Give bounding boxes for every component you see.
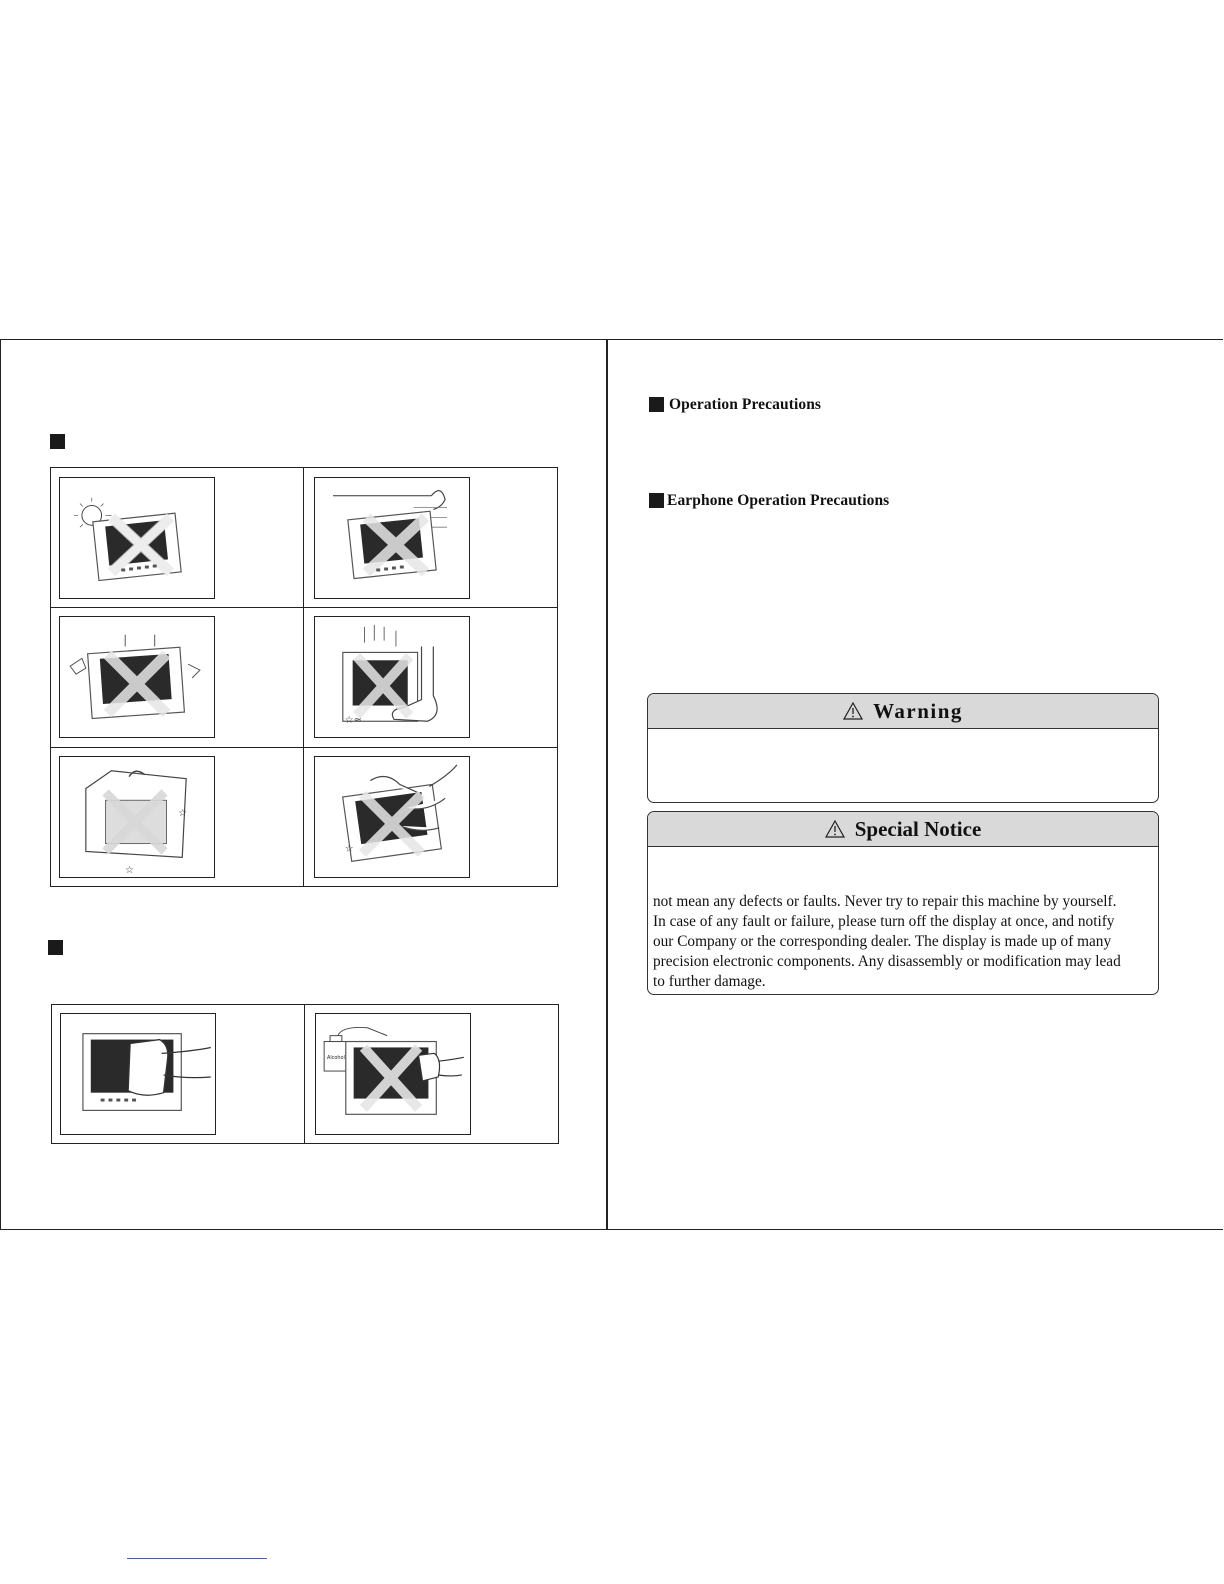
case-icon	[59, 756, 215, 878]
section-marker-2	[48, 940, 63, 955]
special-notice-header	[648, 812, 1158, 847]
svg-text:☆: ☆	[125, 865, 135, 877]
section-marker-1	[50, 434, 65, 449]
notice-line: not mean any defects or faults. Never try to repair this machine by yourself.	[653, 893, 1117, 910]
notice-line: precision electronic components. Any disassembly or modification may lead	[653, 953, 1121, 970]
notice-line: to further damage.	[653, 973, 766, 990]
section-marker-earphone	[649, 493, 664, 508]
grid-hline	[51, 607, 557, 608]
svg-text:☆: ☆	[344, 843, 354, 855]
special-notice-body	[653, 892, 1157, 992]
operation-precautions-heading: Operation Precautions	[669, 396, 822, 413]
alcohol-bottle-icon	[315, 1013, 471, 1135]
warning-box	[647, 693, 1159, 803]
grid-hline	[51, 747, 557, 748]
rain-icon	[314, 616, 470, 738]
svg-text:☆: ☆	[178, 808, 188, 820]
warning-triangle-icon	[825, 820, 845, 838]
impact-icon	[59, 616, 215, 738]
grid-vline	[304, 1005, 305, 1143]
special-notice-title: Special Notice	[854, 816, 982, 841]
precaution-grid-1	[50, 467, 558, 887]
warning-header	[648, 694, 1158, 729]
warning-title: Warning	[873, 698, 963, 723]
sun-icon	[59, 477, 215, 599]
page-divider	[606, 339, 608, 1230]
notice-line: our Company or the corresponding dealer. The display is made up of many	[653, 933, 1112, 950]
precaution-grid-2	[51, 1004, 559, 1144]
hands-icon	[314, 756, 470, 878]
svg-text:☆≈: ☆≈	[344, 715, 362, 727]
link-underline	[127, 1558, 267, 1559]
warning-triangle-icon	[843, 702, 863, 720]
grid-vline	[303, 468, 304, 886]
special-notice-box	[647, 811, 1159, 995]
water-tap-icon	[314, 477, 470, 599]
notice-line: In case of any fault or failure, please turn off the display at once, and notify	[653, 913, 1115, 930]
cloth-icon	[60, 1013, 216, 1135]
section-marker-operation	[649, 397, 664, 412]
earphone-precautions-heading: Earphone Operation Precautions	[667, 492, 890, 509]
alcohol-label: Alcohol	[326, 1055, 345, 1062]
